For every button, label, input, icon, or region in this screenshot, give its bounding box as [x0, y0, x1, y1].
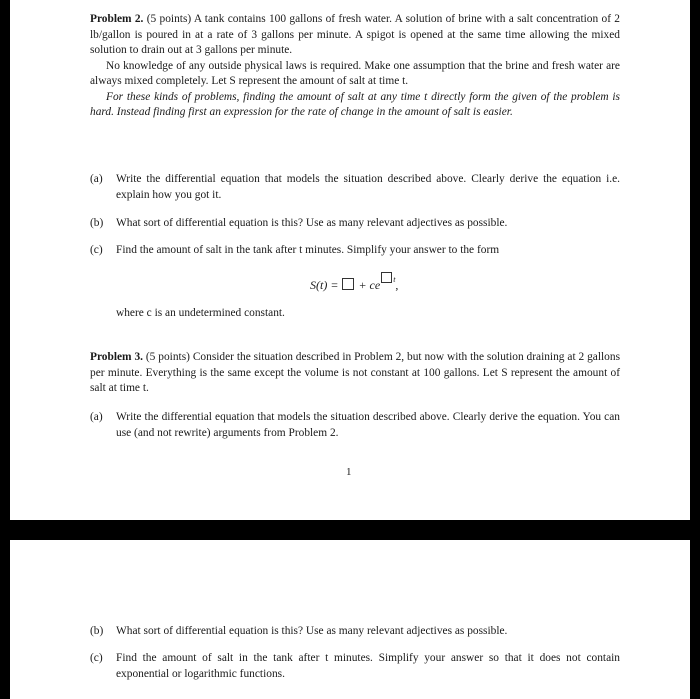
blank-box-exponent: [381, 272, 392, 283]
problem-2-intro: [90, 12, 620, 121]
part-label: (b): [90, 217, 104, 229]
part-label: (c): [90, 244, 103, 256]
where-text: where c is an undetermined constant.: [116, 307, 285, 319]
part-text: Find the amount of salt in the tank after t minutes. Simplify your answer to the form: [116, 244, 500, 256]
formula-lhs: S(t) =: [310, 278, 339, 292]
problem-2-assumption: No knowledge of any outside physical laws is required. Make one assumption that the brine and fresh water are always mixed completely. Let S represent the amount of salt at time t.: [90, 59, 620, 87]
part-text: Write the differential equation that models the situation described above. Clearly derive the equation i.e. explain how you got it.: [116, 173, 620, 201]
problem-2-hint: For these kinds of problems, finding the amount of salt at any time t directly form the given of the problem is hard. Instead finding first an expression for the rate of change in the amount of salt is easier.: [90, 90, 620, 118]
problem-2-points: (5 points): [146, 13, 192, 25]
page-1: [10, 0, 690, 520]
part-text: What sort of differential equation is this? Use as many relevant adjectives as possible.: [116, 625, 508, 637]
answer-form-formula: S(t) = + ce $^t$,: [310, 272, 398, 293]
problem-3-part-c: [90, 651, 620, 682]
problem-3-points: (5 points): [145, 351, 190, 363]
page-2: [10, 540, 690, 699]
part-text: Find the amount of salt in the tank after t minutes. Simplify your answer so that it does not contain exponential or logarithmic functions.: [116, 652, 620, 680]
problem-2-part-c: [90, 243, 620, 259]
problem-3-intro: [90, 350, 620, 397]
part-label: (c): [90, 652, 103, 664]
problem-2-part-a: [90, 172, 620, 203]
problem-2-part-b: [90, 216, 620, 232]
part-label: (a): [90, 411, 103, 423]
problem-3-intro-text: Consider the situation described in Problem 2, but now with the solution draining at 2 gallons per minute. Everything is the same except the volume is not constant at 100 gallons. Let S represent the amount of salt at time t.: [90, 351, 620, 394]
part-label: (b): [90, 625, 104, 637]
problem-2-where: [90, 306, 620, 322]
formula-comma: ,: [395, 278, 399, 292]
part-label: (a): [90, 173, 103, 185]
part-text: What sort of differential equation is this? Use as many relevant adjectives as possible.: [116, 217, 508, 229]
problem-3-part-a: [90, 410, 620, 441]
problem-3-part-b: [90, 624, 620, 640]
problem-2-title: Problem 2.: [90, 13, 144, 25]
part-text: Write the differential equation that models the situation described above. Clearly derive the equation. You can use (and not rewrite) arguments from Problem 2.: [116, 411, 620, 439]
problem-3-title: Problem 3.: [90, 351, 143, 363]
formula-plus: + ce: [358, 278, 381, 292]
page-number: 1: [346, 466, 352, 478]
blank-box: [342, 278, 354, 290]
problem-2-intro-text: A tank contains 100 gallons of fresh water. A solution of brine with a salt concentration of 2 lb/gallon is poured in at a rate of 3 gallons per minute. A spigot is opened at the same time allowing the mixed solution to drain out at 3 gallons per minute.: [90, 13, 620, 56]
